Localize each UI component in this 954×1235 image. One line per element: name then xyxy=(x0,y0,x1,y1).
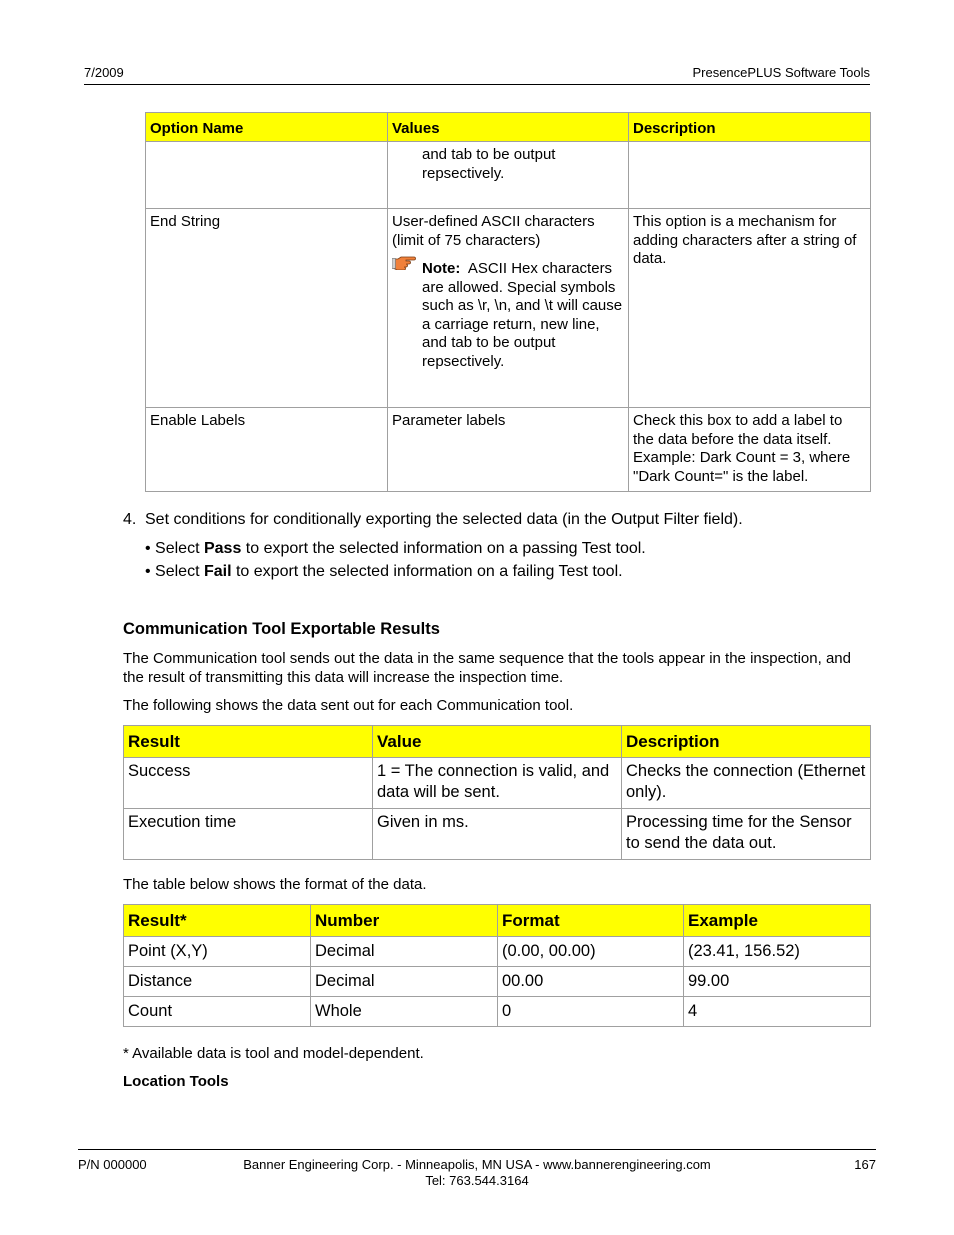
value-continuation: and tab to be output repsectively. xyxy=(422,146,556,182)
note-text: ASCII Hex characters are allowed. Special symbols such as \r, \n, and \t will cause a carriage return, new line, and tab to be output repsectively. xyxy=(422,260,623,370)
option-description: Check this box to add a label to the data before the data itself. Example: Dark Count = 3, where "Dark Count=" is the label. xyxy=(629,408,871,492)
results-table-header-row xyxy=(124,726,871,758)
table-cell: Point (X,Y) xyxy=(124,937,311,967)
bullet-fail: • Select Fail to export the selected information on a failing Test tool. xyxy=(145,563,623,580)
footer-part-number: P/N 000000 xyxy=(78,1157,147,1172)
note xyxy=(392,260,624,371)
table-intro: The table below shows the format of the data. xyxy=(123,876,427,893)
options-table-header-row xyxy=(146,113,871,142)
footnote: * Available data is tool and model-dependent. xyxy=(123,1045,424,1062)
table-cell xyxy=(388,209,629,408)
column-header: Number xyxy=(311,905,498,937)
column-header: Option Name xyxy=(146,113,388,142)
column-header: Description xyxy=(622,726,871,758)
table-cell: 0 xyxy=(498,997,684,1027)
table-cell: 4 xyxy=(684,997,871,1027)
table-row xyxy=(124,997,871,1027)
header-rule xyxy=(84,84,870,85)
table-cell: 99.00 xyxy=(684,967,871,997)
footer-tel: Tel: 763.544.3164 xyxy=(425,1173,529,1188)
column-header: Result xyxy=(124,726,373,758)
location-tools-heading: Location Tools xyxy=(123,1073,229,1090)
note-label: Note: xyxy=(422,260,461,277)
table-cell: Checks the connection (Ethernet only). xyxy=(622,758,871,809)
table-cell: Success xyxy=(124,758,373,809)
table-cell: Count xyxy=(124,997,311,1027)
table-row xyxy=(124,937,871,967)
column-header: Format xyxy=(498,905,684,937)
section-heading: Communication Tool Exportable Results xyxy=(123,620,440,638)
table-row xyxy=(124,809,871,860)
table-cell: Processing time for the Sensor to send the data out. xyxy=(622,809,871,860)
table-row xyxy=(146,209,871,408)
header-date: 7/2009 xyxy=(84,65,124,80)
option-description: This option is a mechanism for adding characters after a string of data. xyxy=(629,209,871,408)
footer-company: Banner Engineering Corp. - Minneapolis, MN USA - www.bannerengineering.com xyxy=(243,1157,711,1172)
table-cell xyxy=(146,142,388,209)
footer-page-number: 167 xyxy=(854,1157,876,1172)
column-header: Result* xyxy=(124,905,311,937)
table-cell: Given in ms. xyxy=(373,809,622,860)
table-cell: (0.00, 00.00) xyxy=(498,937,684,967)
header-doc-title: PresencePLUS Software Tools xyxy=(692,65,870,80)
table-cell: Whole xyxy=(311,997,498,1027)
pointing-hand-icon xyxy=(392,254,416,270)
table-row xyxy=(146,142,871,209)
column-header: Example xyxy=(684,905,871,937)
table-cell: Distance xyxy=(124,967,311,997)
option-value: Parameter labels xyxy=(388,408,629,492)
results-table xyxy=(123,725,871,860)
option-name: Enable Labels xyxy=(146,408,388,492)
column-header: Value xyxy=(373,726,622,758)
option-value: User-defined ASCII characters (limit of 75 characters) xyxy=(392,213,595,249)
table-cell: (23.41, 156.52) xyxy=(684,937,871,967)
section-paragraph: The following shows the data sent out for each Communication tool. xyxy=(123,697,574,714)
column-header: Description xyxy=(629,113,871,142)
bullet-pass: • Select Pass to export the selected information on a passing Test tool. xyxy=(145,540,646,557)
footer-rule xyxy=(78,1149,876,1150)
step-text: Set conditions for conditionally exporting the selected data (in the Output Filter field). xyxy=(145,511,743,528)
table-cell: Decimal xyxy=(311,967,498,997)
data-format-header-row xyxy=(124,905,871,937)
column-header: Values xyxy=(388,113,629,142)
table-cell: 1 = The connection is valid, and data will be sent. xyxy=(373,758,622,809)
option-name: End String xyxy=(146,209,388,408)
options-table xyxy=(145,112,871,492)
table-cell: Decimal xyxy=(311,937,498,967)
data-format-table xyxy=(123,904,871,1027)
table-cell: Execution time xyxy=(124,809,373,860)
step-number: 4. xyxy=(123,511,137,528)
section-paragraph: The Communication tool sends out the data in the same sequence that the tools appear in the inspection, and the result of transmitting this data will increase the inspection time. xyxy=(123,650,851,686)
table-cell xyxy=(388,142,629,209)
table-cell xyxy=(629,142,871,209)
table-row xyxy=(124,967,871,997)
table-row xyxy=(124,758,871,809)
table-cell: 00.00 xyxy=(498,967,684,997)
table-row xyxy=(146,408,871,492)
